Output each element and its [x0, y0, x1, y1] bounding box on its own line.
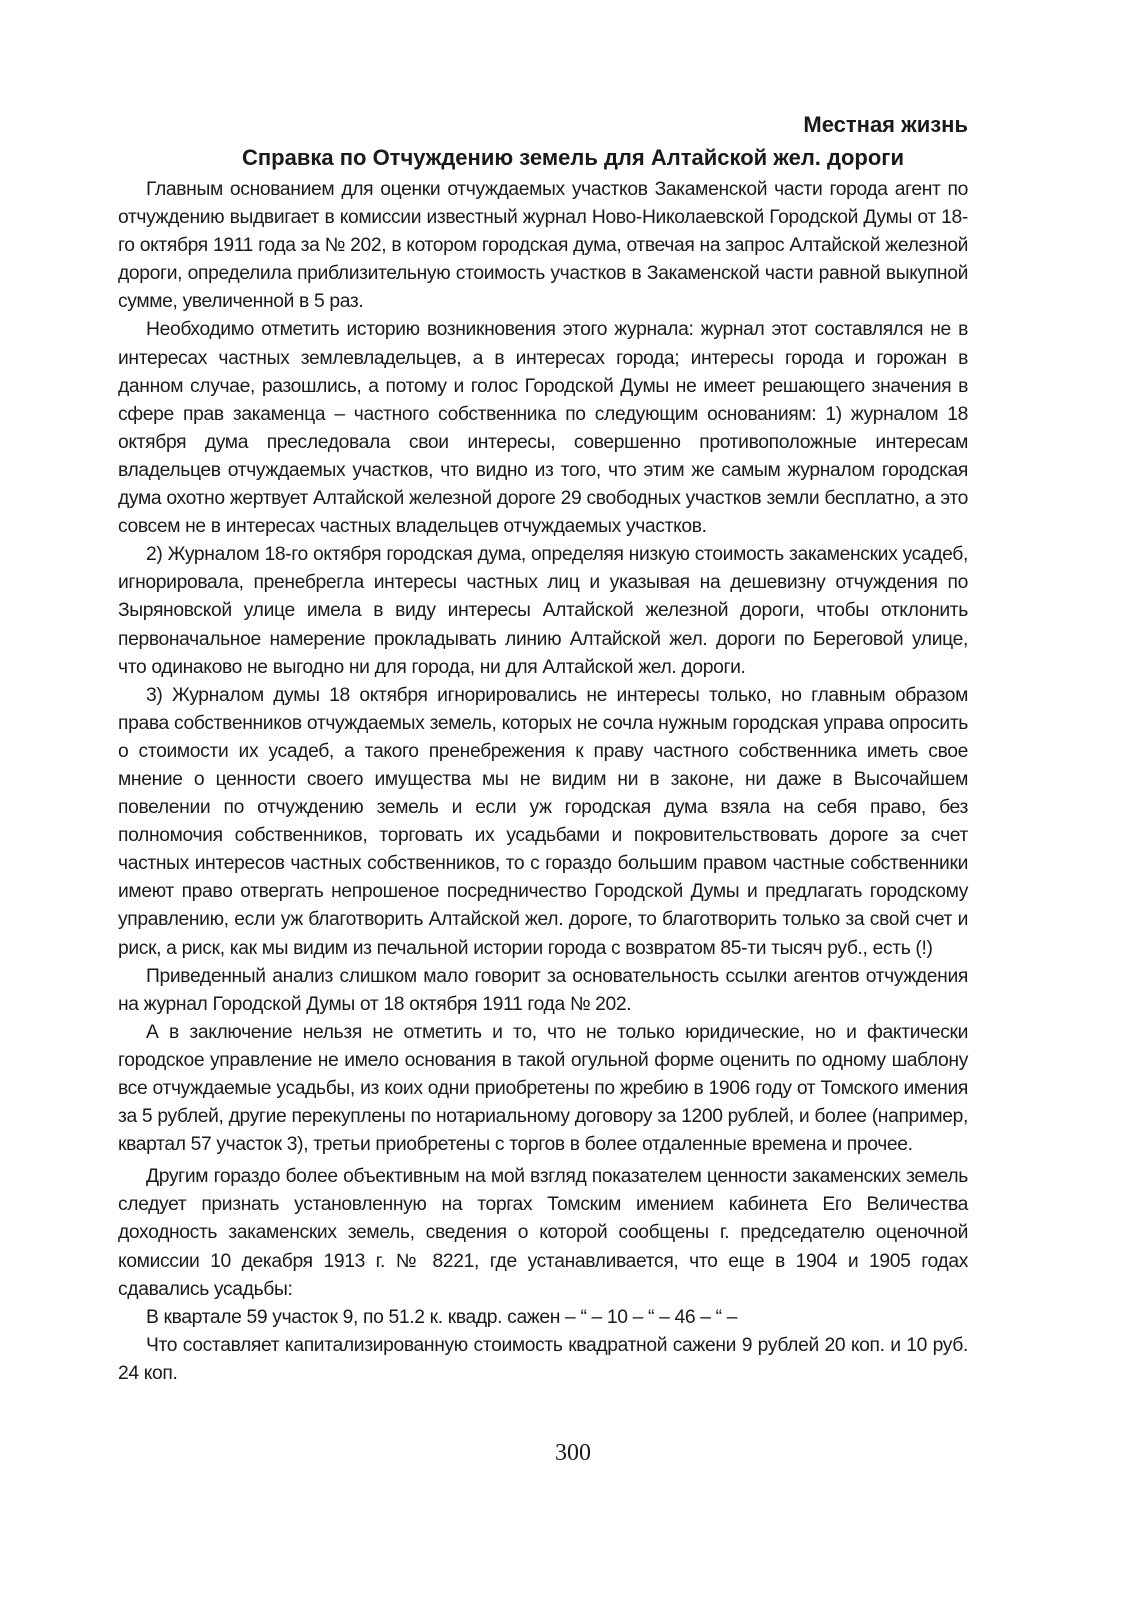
paragraph: Другим гораздо более объективным на мой взгляд показателем ценности закаменских земель следует признать установленную на торгах Томским имением кабинета Его Величества доходность закаменских земель, сведения о которой сообщены г. председателю оценочной комиссии 10 декабря 1913 г. № 8221, где устанавливается, что еще в 1904 и 1905 годах сдавались усадьбы:	[118, 1166, 968, 1300]
article-title: Справка по Отчуждению земель для Алтайской жел. дороги	[242, 145, 904, 170]
paragraph: Необходимо отметить историю возникновения этого журнала: журнал этот составлялся не в интересах частных землевладельцев, а в интересах города; интересы города и горожан в данном случае, разошлись, а потому и голос Городской Думы не имеет решающего значения в сфере прав закаменца – частного собственника по следующим основаниям: 1) журналом 18 октября дума преследовала свои интересы, совершенно противоположные интересам владельцев отчуждаемых участков, что видно из того, что этим же самым журналом городская дума охотно жертвует Алтайской железной дороге 29 свободных участков земли бесплатно, а это совсем не в интересах частных владельцев отчуждаемых участков.	[118, 319, 968, 538]
section-heading: Местная жизнь	[803, 112, 968, 137]
paragraph: 2) Журналом 18-го октября городская дума, определяя низкую стоимость закаменских усадеб, игнорировала, пренебрегла интересы частных лиц и указывая на дешевизну отчуждения по Зыряновской улице имела в виду интересы Алтайской железной дороги, чтобы отклонить первоначальное намерение прокладывать линию Алтайской жел. дороги по Береговой улице, что одинаково не выгодно ни для города, ни для Алтайской жел. дороги.	[118, 544, 968, 678]
page-number: 300	[555, 1440, 591, 1466]
paragraph: Главным основанием для оценки отчуждаемых участков Закаменской части города агент по отчуждению выдвигает в комиссии известный журнал Ново-Николаевской Городской Думы от 18-го октября 1911 года за № 202, в котором городская дума, отвечая на запрос Алтайской железной дороги, определила приблизительную стоимость участков в Закаменской части равной выкупной сумме, увеличенной в 5 раз.	[118, 179, 968, 313]
paragraph: 3) Журналом думы 18 октября игнорировались не интересы только, но главным образом права собственников отчуждаемых земель, которых не сочла нужным городская управа опросить о стоимости их усадеб, а такого пренебрежения к праву частного собственника иметь свое мнение о ценности своего имущества мы не видим ни в законе, ни даже в Высочайшем повелении по отчуждению земель и если уж городская дума взяла на себя право, без полномочия собственников, торговать их усадьбами и покровительствовать дороге за счет частных интересов частных собственников, то с гораздо большим правом частные собственники имеют право отвергать непрошеное посредничество Городской Думы и предлагать городскому управлению, если уж благотворить Алтайской жел. дороге, то благотворить только за свой счет и риск, а риск, как мы видим из печальной истории города с возвратом 85-ти тысяч руб., есть (!)	[118, 684, 968, 959]
paragraph: Что составляет капитализированную стоимость квадратной сажени 9 рублей 20 коп. и 10 руб. 24 коп.	[118, 1334, 968, 1384]
article-body	[118, 176, 968, 1388]
document-page	[118, 110, 968, 1388]
paragraph: Приведенный анализ слишком мало говорит за основательность ссылки агентов отчуждения на журнал Городской Думы от 18 октября 1911 года № 202.	[118, 965, 968, 1015]
paragraph: А в заключение нельзя не отметить и то, что не только юридические, но и фактически городское управление не имело основания в такой огульной форме оценить по одному шаблону все отчуждаемые усадьбы, из коих одни приобретены по жребию в 1906 году от Томского имения за 5 рублей, другие перекуплены по нотариальному договору за 1200 рублей, и более (например, квартал 57 участок 3), третьи приобретены с торгов в более отдаленные времена и прочее.	[118, 1021, 968, 1156]
paragraph: В квартале 59 участок 9, по 51.2 к. квадр. сажен – “ – 10 – “ – 46 – “ –	[146, 1306, 738, 1328]
